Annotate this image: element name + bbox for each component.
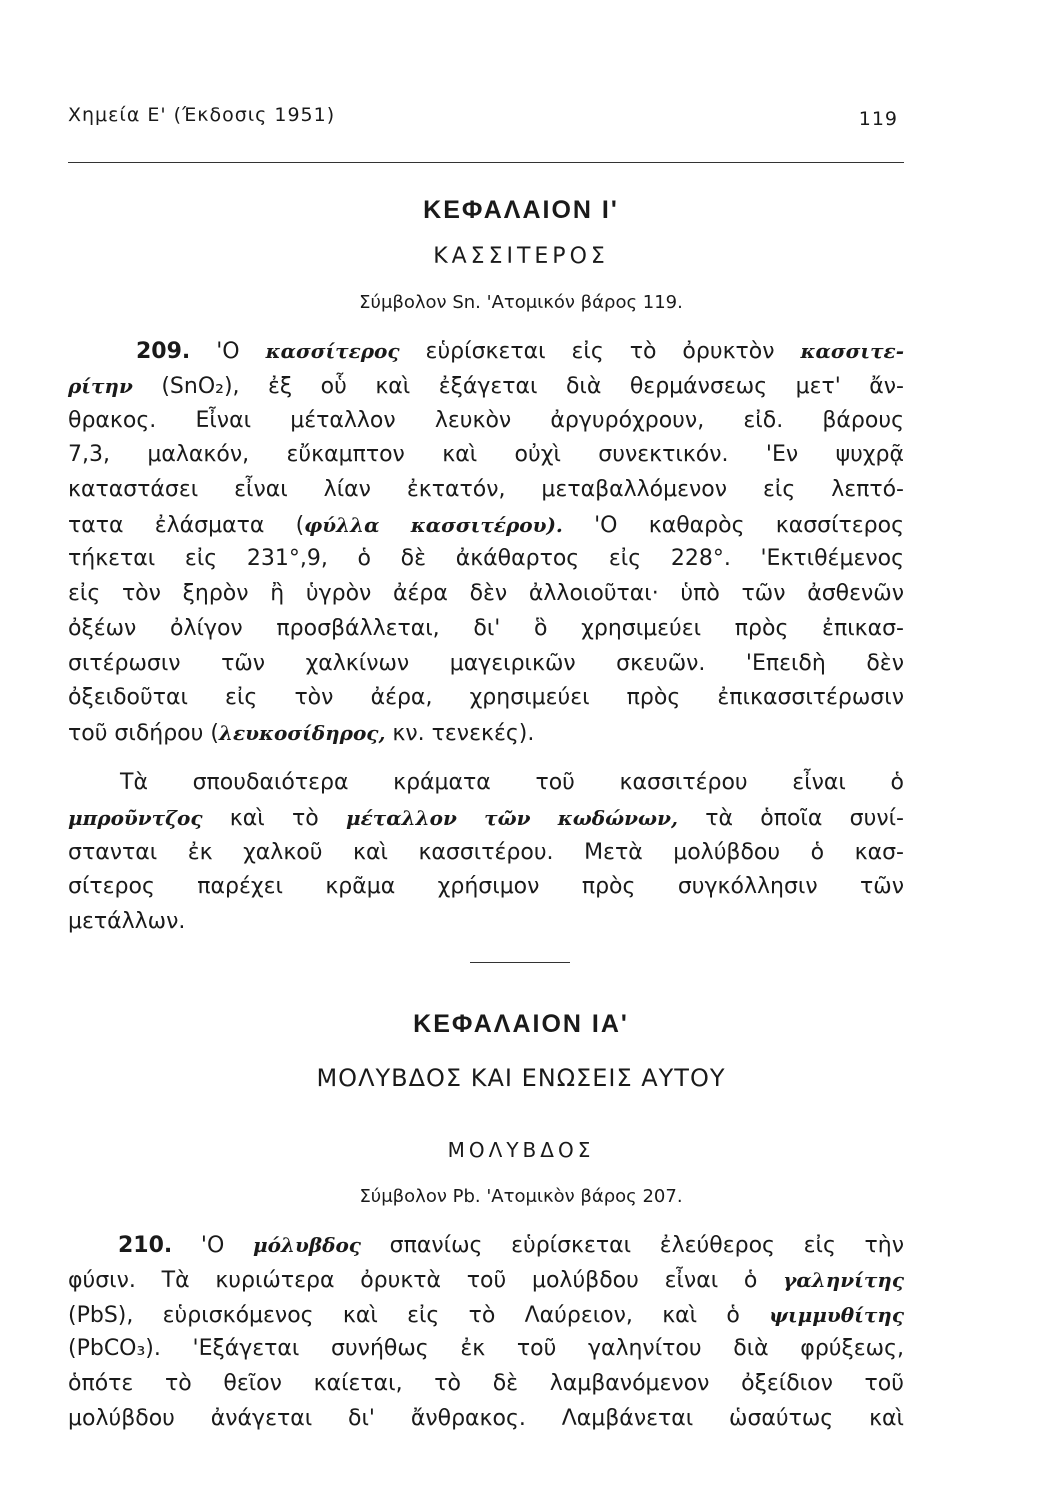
text-line: ὀξέων ὀλίγον προσβάλλεται, δι' ὃ χρησιμεύει πρὸς ἐπικασ- [68, 615, 904, 641]
paragraph-alloys-first [120, 770, 904, 805]
text-line: εἰς τὸν ξηρὸν ἢ ὑγρὸν ἀέρα δὲν ἀλλοιοῦται· ὑπὸ τῶν ἀσθενῶν [68, 581, 904, 607]
text-line: μπροῦντζος καὶ τὸ μέταλλον τῶν κωδώνων, τὰ ὁποῖα συνί- [68, 806, 904, 831]
text-line: μολύβδου ἀνάγεται δι' ἄνθρακος. Λαμβάνεται ὡσαύτως καὶ [68, 1405, 904, 1431]
text-line: ρίτην (SnO₂), ἐξ οὗ καὶ ἐξάγεται διὰ θερμάνσεως μετ' ἄν- [68, 374, 904, 399]
text-line: Τὰ σπουδαιότερα κράματα τοῦ κασσιτέρου εἶναι ὁ [120, 770, 904, 795]
text-line: τήκεται εἰς 231°,9, ὁ δὲ ἀκάθαρτος εἰς 228°. 'Εκτιθέμενος [68, 546, 904, 572]
symbol-line-tin: Σύμβολον Sn. 'Ατομικόν βάρος 119. [359, 292, 683, 313]
paragraph-210-body [68, 1267, 904, 1440]
text-line: ὁπότε τὸ θεῖον καίεται, τὸ δὲ λαμβανόμενον ὀξείδιον τοῦ [68, 1371, 904, 1397]
text-line: στανται ἐκ χαλκοῦ καὶ κασσιτέρου. Μετὰ μολύβδου ὁ κασ- [68, 839, 904, 865]
section-title-tin: ΚΑΣΣΙΤΕΡΟΣ [433, 244, 609, 269]
text-line: μετάλλων. [68, 909, 186, 935]
running-head [68, 104, 904, 130]
chapter-heading-2: ΚΕΦΑΛΑΙΟΝ ΙΑ' [413, 1010, 629, 1038]
text-line: τοῦ σιδήρου (λευκοσίδηρος, κν. τενεκές). [68, 720, 535, 746]
text-line: σίτερος παρέχει κρᾶμα χρήσιμον πρὸς συγκόλλησιν τῶν [68, 874, 904, 900]
section-title-lead: ΜΟΛΥΒΔΟΣ ΚΑΙ ΕΝΩΣΕΙΣ ΑΥΤΟΥ [316, 1064, 726, 1092]
page-number: 119 [858, 108, 898, 130]
running-head-title: Χημεία Ε' (Έκδοσις 1951) [68, 104, 336, 126]
text-line: 210. 'Ο μόλυβδος σπανίως εὑρίσκεται ἐλεύθερος εἰς τὴν [118, 1233, 904, 1258]
text-line: 209. 'Ο κασσίτερος εὑρίσκεται εἰς τὸ ὀρυκτὸν κασσιτε- [136, 339, 904, 364]
text-line: (PbCO₃). 'Εξάγεται συνήθως ἐκ τοῦ γαληνίτου διὰ φρύξεως, [68, 1336, 904, 1362]
section-divider [470, 962, 570, 963]
paragraph-alloys-body [68, 805, 904, 944]
text-line: καταστάσει εἶναι λίαν ἐκτατόν, μεταβαλλόμενον εἰς λεπτό- [68, 477, 904, 503]
text-line: φύσιν. Τὰ κυριώτερα ὀρυκτὰ τοῦ μολύβδου εἶναι ὁ γαληνίτης [68, 1268, 904, 1293]
text-line: τατα ἐλάσματα (φύλλα κασσιτέρου). 'Ο καθαρὸς κασσίτερος [68, 512, 904, 538]
paragraph-209 [136, 338, 904, 373]
text-line: σιτέρωσιν τῶν χαλκίνων μαγειρικῶν σκευῶν. 'Επειδὴ δὲν [68, 650, 904, 676]
paragraph-210 [118, 1232, 904, 1267]
chapter-heading-1: ΚΕΦΑΛΑΙΟΝ Ι' [423, 196, 619, 224]
paragraph-209-body [68, 373, 904, 755]
header-rule [68, 162, 904, 163]
text-line: ὀξειδοῦται εἰς τὸν ἀέρα, χρησιμεύει πρὸς ἐπικασσιτέρωσιν [68, 685, 904, 711]
text-line: 7,3, μαλακόν, εὔκαμπτον καὶ οὐχὶ συνεκτικόν. 'Εν ψυχρᾷ [68, 442, 904, 468]
text-line: θρακος. Εἶναι μέταλλον λευκὸν ἀργυρόχρουν, εἰδ. βάρους [68, 407, 904, 433]
symbol-line-lead: Σύμβολον Pb. 'Ατομικὸν βάρος 207. [359, 1186, 683, 1207]
subsection-title-lead: ΜΟΛΥΒΔΟΣ [447, 1138, 595, 1162]
text-line: (PbS), εὑρισκόμενος καὶ εἰς τὸ Λαύρειον, καὶ ὁ ψιμμυθίτης [68, 1302, 904, 1328]
